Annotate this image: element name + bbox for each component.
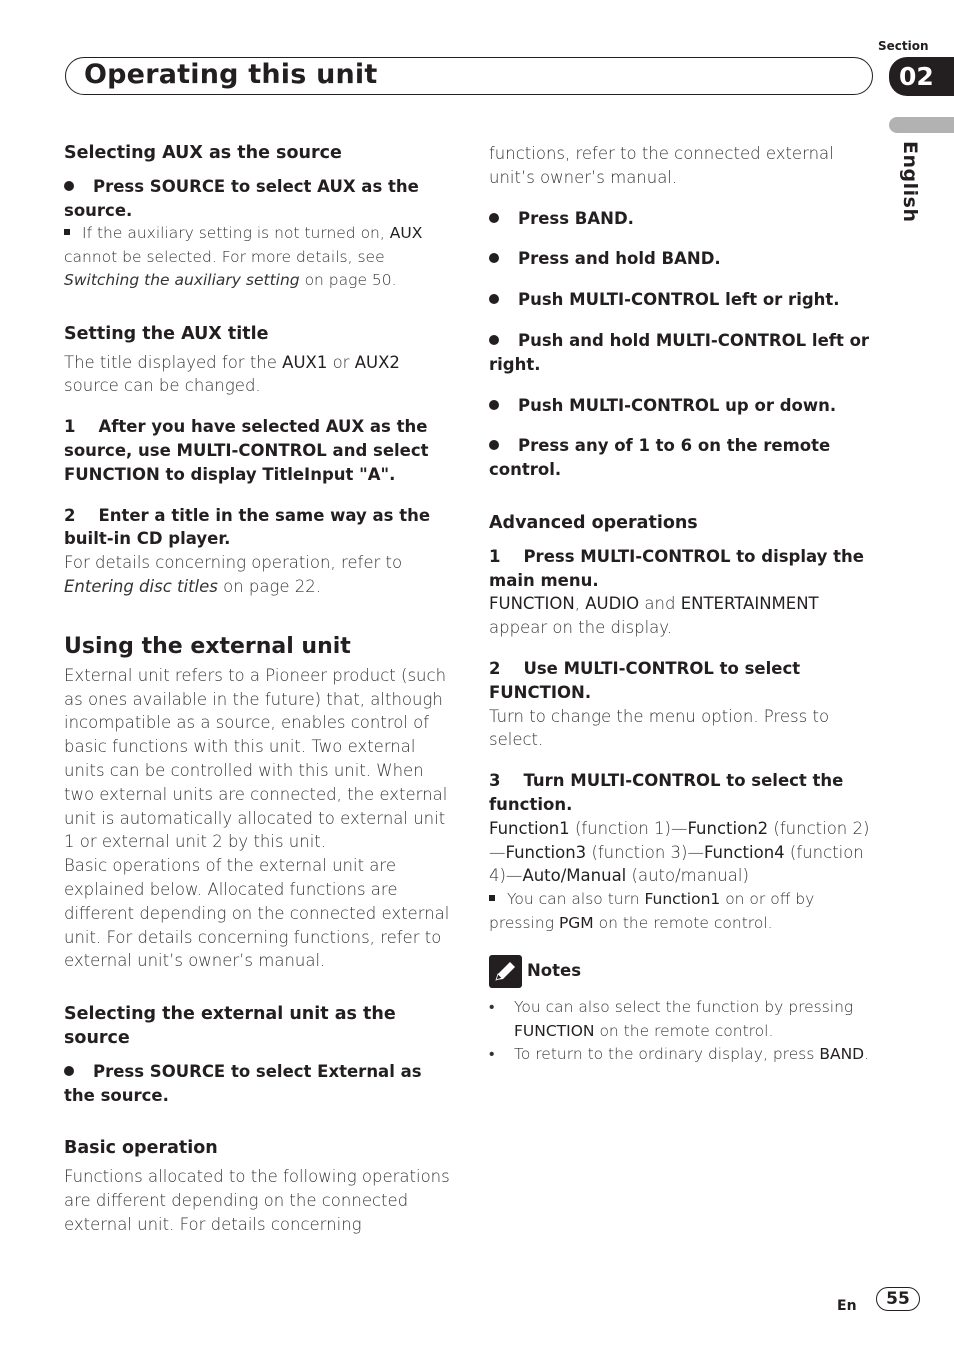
aux-title-pre: The title displayed for the	[64, 352, 277, 372]
function-note	[489, 888, 881, 935]
note1-pre: You can also select the function by pressing	[514, 998, 854, 1017]
function4-desc: (function 4)—	[489, 842, 864, 886]
function1-desc: (function 1)—	[574, 818, 688, 838]
function2-label: Function2	[687, 818, 769, 838]
and-text: and	[644, 594, 676, 614]
notes-heading: Notes	[527, 961, 582, 981]
aux-title-or: or	[332, 352, 350, 372]
square-bullet-icon	[489, 895, 495, 901]
aux-title-desc	[64, 351, 456, 399]
section-label: Section	[878, 39, 929, 53]
advanced-step-3: 3 Turn MULTI-CONTROL to select the function.	[489, 771, 850, 814]
aux-source-step	[64, 175, 456, 223]
aux-title-step-2-desc	[64, 551, 456, 599]
operation-text: Press and hold BAND.	[518, 249, 721, 269]
aux-note	[64, 222, 456, 293]
bullet-icon	[489, 213, 499, 223]
operation-text: Push MULTI-CONTROL up or down.	[518, 395, 837, 415]
external-unit-para-2: Basic operations of the external unit are explained below. Allocated functions are different depending on the connected external unit. For details concerning functions, refer to external unit’s owner’s manual.	[64, 856, 450, 971]
audio-menu-label: AUDIO	[585, 594, 640, 614]
advanced-step-2-desc: Turn to change the menu option. Press to select.	[489, 706, 830, 750]
operation-text: Push MULTI-CONTROL left or right.	[518, 290, 840, 310]
function-list	[489, 817, 881, 888]
bullet-icon	[489, 440, 499, 450]
page-number: 55	[876, 1287, 920, 1311]
comma: ,	[574, 594, 580, 614]
pencil-note-icon	[489, 955, 522, 988]
aux-title-step-1: 1 After you have selected AUX as the source, use MULTI-CONTROL and select FUNCTION to display TitleInput "A".	[64, 417, 435, 484]
operation-bullet-2	[489, 247, 881, 271]
note1-post: on the remote control.	[599, 1021, 774, 1040]
step2-page: on page 22.	[223, 577, 322, 597]
note1-function: FUNCTION	[514, 1021, 595, 1040]
operation-text: Push and hold MULTI-CONTROL left or right.	[489, 330, 870, 374]
operation-bullet-4	[489, 329, 881, 377]
function-note-post: on the remote control.	[598, 913, 773, 932]
aux-source-heading: Selecting AUX as the source	[64, 143, 342, 163]
step2-pre: For details concerning operation, refer to	[64, 553, 403, 573]
note2-band: BAND	[819, 1045, 865, 1064]
note-item-2	[489, 1043, 881, 1067]
operation-bullet-1	[489, 207, 881, 231]
function4-label: Function4	[703, 842, 785, 862]
function-note-pre: You can also turn	[507, 890, 640, 909]
continued-para: functions, refer to the connected external unit’s owner’s manual.	[489, 144, 834, 187]
language-tab-marker	[889, 117, 954, 133]
external-source-step-text: Press SOURCE to select External as the source.	[64, 1061, 422, 1105]
auto-manual-desc: (auto/manual)	[631, 866, 749, 886]
aux1-label: AUX1	[282, 352, 328, 372]
notes-list	[489, 996, 881, 1067]
aux-note-bold: AUX	[389, 224, 423, 243]
auto-manual-label: Auto/Manual	[522, 866, 627, 886]
advanced-step-1-post: appear on the display.	[489, 618, 672, 638]
external-source-step	[64, 1060, 456, 1108]
entertainment-menu-label: ENTERTAINMENT	[680, 594, 819, 614]
advanced-operations-heading: Advanced operations	[489, 512, 698, 533]
page-title: Operating this unit	[84, 59, 378, 90]
function3-desc: (function 3)—	[591, 842, 704, 862]
operation-text: Press BAND.	[518, 208, 634, 228]
aux-note-text: If the auxiliary setting is not turned on,	[82, 224, 385, 243]
bullet-icon	[489, 253, 499, 263]
section-number-badge: 02	[889, 57, 954, 96]
aux-note-ref: Switching the auxiliary setting	[64, 271, 300, 290]
right-column	[489, 142, 881, 1067]
bullet-icon	[64, 181, 74, 191]
bullet-icon	[489, 335, 499, 345]
aux-note-page: on page 50.	[304, 271, 397, 290]
external-unit-heading: Using the external unit	[64, 633, 351, 659]
operation-bullet-3	[489, 288, 881, 312]
basic-operation-heading: Basic operation	[64, 1138, 218, 1159]
aux-title-heading: Setting the AUX title	[64, 323, 269, 344]
function2-desc: (function 2)—	[489, 818, 870, 862]
function3-label: Function3	[505, 842, 587, 862]
note-item-1	[489, 996, 881, 1043]
advanced-step-1: 1 Press MULTI-CONTROL to display the main menu.	[489, 546, 870, 590]
step2-ref: Entering disc titles	[64, 577, 218, 597]
aux-source-step-text: Press SOURCE to select AUX as the source.	[64, 176, 419, 220]
bullet-icon	[64, 1066, 74, 1076]
function-menu-label: FUNCTION	[489, 594, 575, 614]
aux-title-post: source can be changed.	[64, 376, 261, 396]
footer-language: En	[837, 1298, 857, 1314]
aux-title-step-2: 2 Enter a title in the same way as the built-in CD player.	[64, 505, 436, 549]
advanced-step-1-desc	[489, 592, 881, 640]
external-source-heading: Selecting the external unit as the source	[64, 1004, 396, 1049]
aux-note-mid: cannot be selected. For more details, see	[64, 247, 385, 266]
operation-bullet-5	[489, 394, 881, 418]
advanced-step-2: 2 Use MULTI-CONTROL to select FUNCTION.	[489, 658, 806, 702]
external-unit-para-1: External unit refers to a Pioneer product (such as ones available in the future) that, although incompatible as a source, enables control of basic functions with this unit. Two external units can be controlled with this unit. When two external units are connected, the external unit is automatically allocated to external unit 1 or external unit 2 by this unit.	[64, 665, 448, 852]
operation-text: Press any of 1 to 6 on the remote control.	[489, 436, 831, 480]
notes-header	[489, 955, 881, 988]
function-note-function1: Function1	[644, 890, 721, 909]
note2-pre: To return to the ordinary display, press	[514, 1045, 815, 1064]
function1-label: Function1	[489, 818, 570, 838]
language-tab-label: English	[899, 141, 921, 223]
left-column	[64, 142, 456, 1237]
basic-operation-para: Functions allocated to the following operations are different depending on the connected external unit. For details concerning	[64, 1167, 450, 1234]
function-note-mid: on or off by pressing	[489, 890, 815, 932]
note2-post: .	[864, 1045, 870, 1064]
bullet-icon	[489, 294, 499, 304]
operation-bullet-6	[489, 434, 881, 482]
pgm-label: PGM	[558, 913, 594, 932]
square-bullet-icon	[64, 229, 70, 235]
aux2-label: AUX2	[354, 352, 400, 372]
bullet-icon	[489, 400, 499, 410]
